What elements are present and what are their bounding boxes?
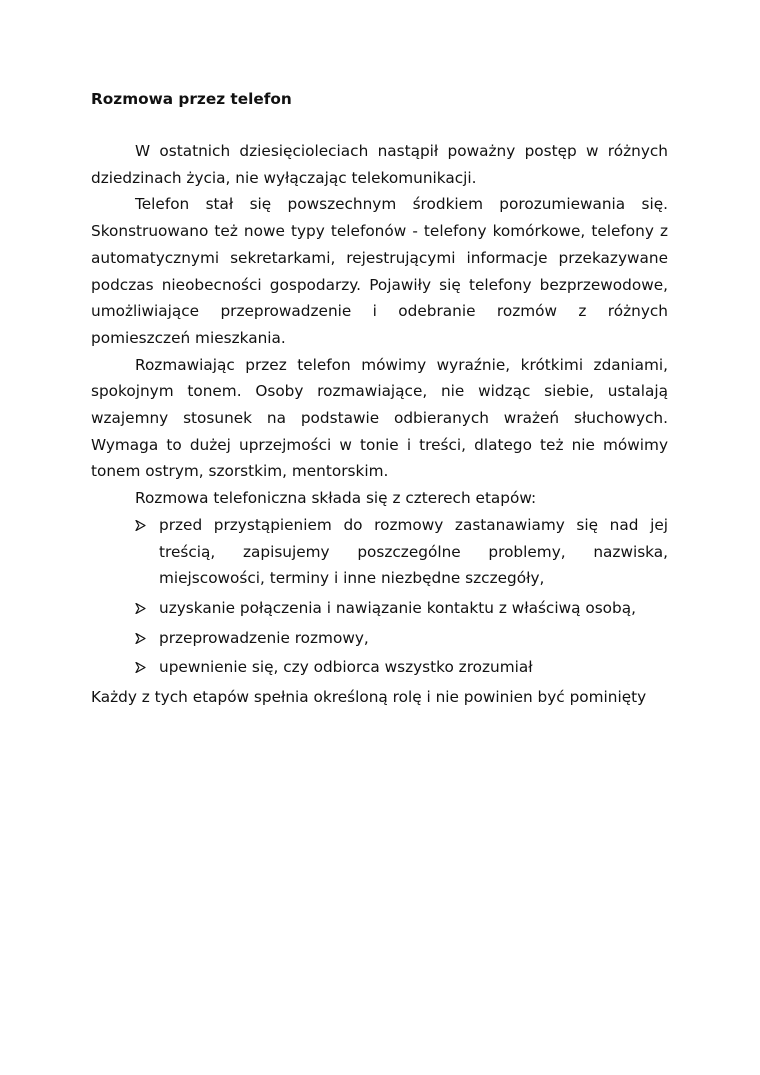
list-item <box>91 654 668 681</box>
document-page <box>91 86 668 711</box>
document-title: Rozmowa przez telefon <box>91 90 292 108</box>
arrowhead-bullet-icon <box>135 512 149 538</box>
step-text: upewnienie się, czy odbiorca wszystko zrozumiał <box>159 658 533 677</box>
step-text: przeprowadzenie rozmowy, <box>159 628 369 647</box>
closing-paragraph: Każdy z tych etapów spełnia określoną rolę i nie powinien być pominięty <box>91 688 647 707</box>
arrowhead-bullet-icon <box>135 595 149 621</box>
step-text: uzyskanie połączenia i nawiązanie kontaktu z właściwą osobą, <box>159 598 636 617</box>
steps-list <box>91 512 668 681</box>
paragraph-1: W ostatnich dziesięcioleciach nastąpił poważny postęp w różnych dziedzinach życia, nie wyłączając telekomunikacji. <box>91 142 668 187</box>
paragraph-2: Telefon stał się powszechnym środkiem porozumiewania się. Skonstruowano też nowe typy telefonów - telefony komórkowe, telefony z automatycznymi sekretarkami, rejestrującymi informacje przekazywane podczas nieobecności gospodarzy. Pojawiły się telefony bezprzewodowe, umożliwiające przeprowadzenie i odebranie rozmów z różnych pomieszczeń mieszkania. <box>91 195 668 347</box>
paragraph-4: Rozmowa telefoniczna składa się z czterech etapów: <box>135 489 537 508</box>
arrowhead-bullet-icon <box>135 625 149 651</box>
list-item <box>91 595 668 622</box>
step-text: przed przystąpieniem do rozmowy zastanawiamy się nad jej treścią, zapisujemy poszczególne problemy, nazwiska, miejscowości, terminy i inne niezbędne szczegóły, <box>159 515 668 588</box>
list-item <box>91 512 668 592</box>
arrowhead-bullet-icon <box>135 654 149 680</box>
list-item <box>91 625 668 652</box>
paragraph-3: Rozmawiając przez telefon mówimy wyraźnie, krótkimi zdaniami, spokojnym tonem. Osoby rozmawiające, nie widząc siebie, ustalają wzajemny stosunek na podstawie odbieranych wrażeń słuchowych. Wymaga to dużej uprzejmości w tonie i treści, dlatego też nie mówimy tonem ostrym, szorstkim, mentorskim. <box>91 355 668 481</box>
